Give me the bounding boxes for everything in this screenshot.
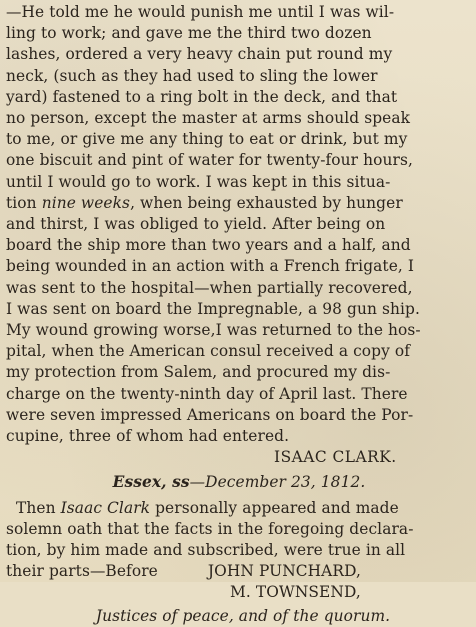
text-line: neck, (such as they had used to sling the lower xyxy=(6,66,378,85)
venue-county: Essex, ss xyxy=(112,473,190,492)
jurat-line: tion, by him made and subscribed, were true in all xyxy=(6,541,406,560)
justices-caption: Justices of peace, and of the quorum. xyxy=(95,606,391,625)
text-line: board the ship more than two years and a half, and xyxy=(6,236,411,255)
venue-date: —December 23, 1812. xyxy=(189,473,366,492)
text-fragment: their parts—Before xyxy=(6,562,158,581)
text-fragment: tion xyxy=(6,193,37,212)
justice-name: M. TOWNSEND, xyxy=(230,583,361,602)
signature: ISAAC CLARK. xyxy=(274,448,397,467)
text-line: lashes, ordered a very heavy chain put round my xyxy=(6,45,393,64)
italic-name: Isaac Clark xyxy=(60,498,151,517)
text-line: yard) fastened to a ring bolt in the deck, and that xyxy=(6,87,398,106)
venue-line xyxy=(6,472,466,493)
text-line: one biscuit and pint of water for twenty-four hours, xyxy=(6,151,413,170)
text-line: no person, except the master at arms should speak xyxy=(6,109,411,128)
jurat-line xyxy=(6,498,466,519)
text-line: was sent to the hospital—when partially recovered, xyxy=(6,278,413,297)
text-line: to me, or give me any thing to eat or drink, but my xyxy=(6,130,408,149)
text-line: were seven impressed Americans on board the Por- xyxy=(6,405,414,424)
text-line: pital, when the American consul received a copy of xyxy=(6,342,411,361)
text-line: and thirst, I was obliged to yield. After being on xyxy=(6,215,386,234)
text-line: cupine, three of whom had entered. xyxy=(6,427,290,446)
text-line: my protection from Salem, and procured my dis- xyxy=(6,363,391,382)
text-line: —He told me he would punish me until I was wil- xyxy=(6,3,395,21)
jurat-line xyxy=(6,561,466,582)
text-fragment: Then xyxy=(16,498,56,517)
jurat-line: solemn oath that the facts in the foregoing declara- xyxy=(6,519,414,538)
text-fragment: , when being exhausted by hunger xyxy=(130,193,403,212)
text-line-mixed xyxy=(6,193,466,214)
text-line: until I would go to work. I was kept in this situa- xyxy=(6,172,391,191)
text-line: I was sent on board the Impregnable, a 98 gun ship. xyxy=(6,299,420,318)
italic-phrase: nine weeks xyxy=(41,193,131,212)
text-line: My wound growing worse,I was returned to the hos- xyxy=(6,321,421,340)
text-fragment: personally appeared and made xyxy=(155,498,399,517)
justice-name: JOHN PUNCHARD, xyxy=(207,562,361,581)
text-line: ling to work; and gave me the third two dozen xyxy=(6,24,372,43)
text-line: charge on the twenty-ninth day of April last. There xyxy=(6,384,408,403)
text-line: being wounded in an action with a French frigate, I xyxy=(6,257,415,276)
